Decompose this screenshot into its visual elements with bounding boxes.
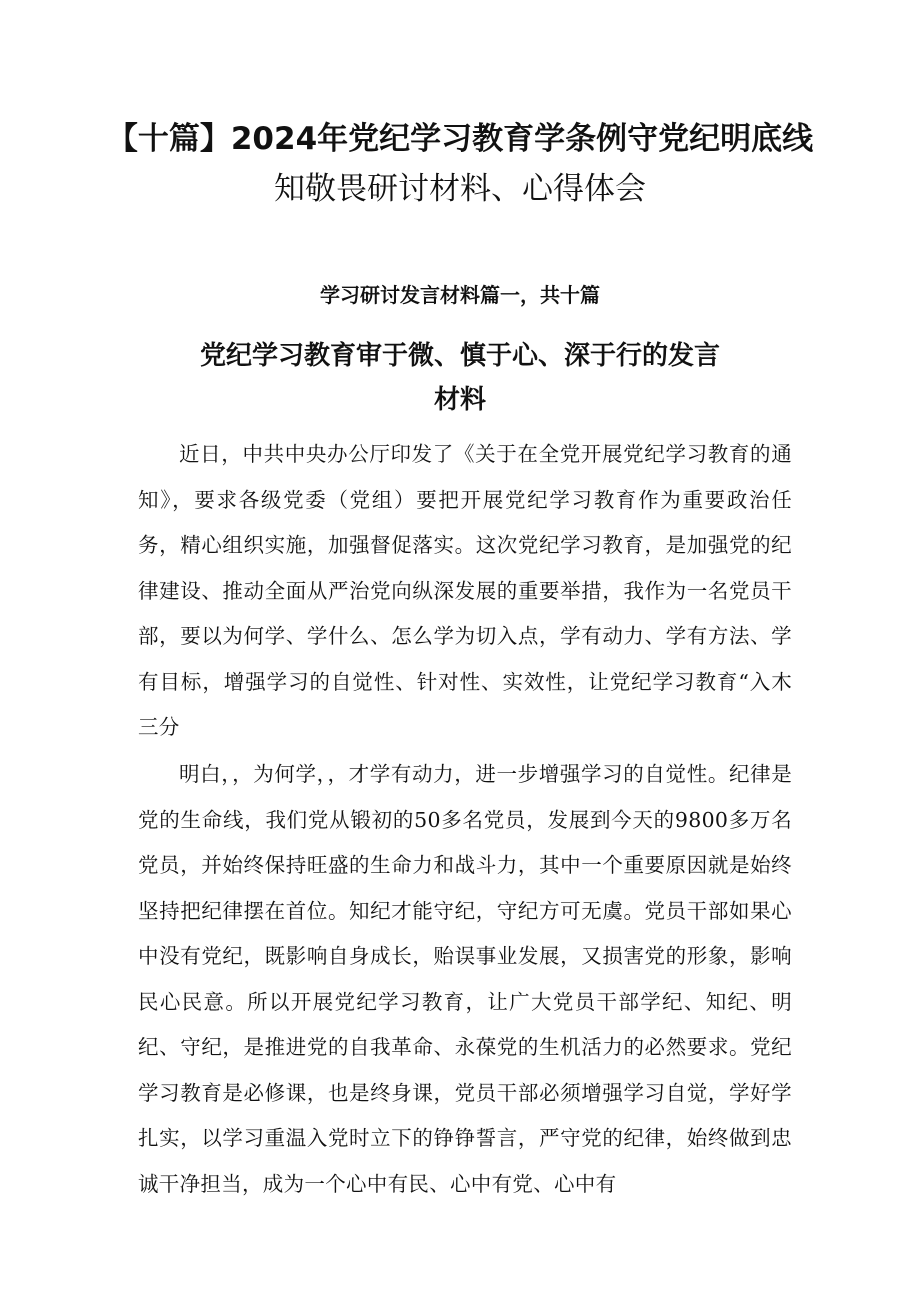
section-label: 学习研讨发言材料篇一，共十篇 [320,283,600,307]
document-title-line-1: 【十篇】2024年党纪学习教育学条例守党纪明底线 [106,121,814,157]
body-paragraph-1: 近日，中共中央办公厅印发了《关于在全党开展党纪学习教育的通知》，要求各级党委（党组）要把开展党纪学习教育作为重要政治任务，精心组织实施，加强督促落实。这次党纪学习教育，是加强党的纪律建设、推动全面从严治党向纵深发展的重要举措，我作为一名党员干部，要以为何学、学什么、怎么学为切入点，学有动力、学有方法、学有目标，增强学习的自觉性、针对性、实效性，让党纪学习教育“入木三分 [138,442,792,739]
body-paragraph-2: 明白，，为何学，，才学有动力，进一步增强学习的自觉性。纪律是党的生命线，我们党从锻初的50多名党员，发展到今天的9800多万名党员，并始终保持旺盛的生命力和战斗力，其中一个重要原因就是始终坚持把纪律摆在首位。知纪才能守纪，守纪方可无虞。党员干部如果心中没有党纪，既影响自身成长，贻误事业发展，又损害党的形象，影响民心民意。所以开展党纪学习教育，让广大党员干部学纪、知纪、明纪、守纪，是推进党的自我革命、永葆党的生机活力的必然要求。党纪学习教育是必修课，也是终身课，党员干部必须增强学习自觉，学好学扎实，以学习重温入党时立下的铮铮誓言，严守党的纪律，始终做到忠诚干净担当，成为一个心中有民、心中有党、心中有 [138,762,792,1196]
document-title-line-2: 知敬畏研讨材料、心得体会 [274,171,646,207]
section-title-line-2: 材料 [433,385,486,415]
section-title-line-1: 党纪学习教育审于微、慎于心、深于行的发言 [199,341,720,371]
